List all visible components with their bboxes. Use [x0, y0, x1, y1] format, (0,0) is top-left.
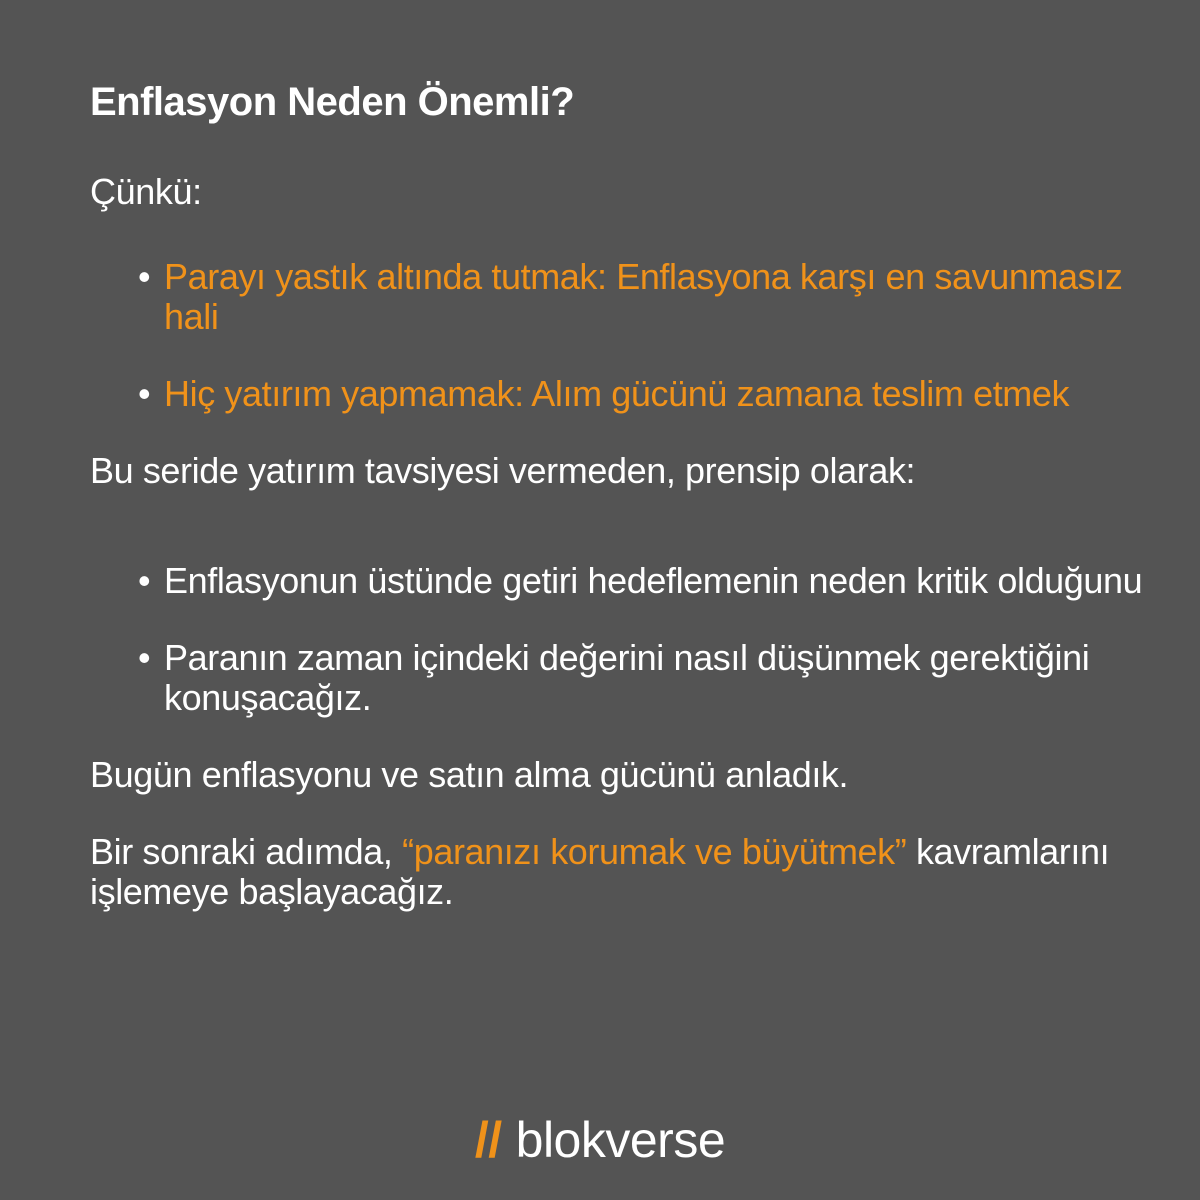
list-item-text: Parayı yastık altında tutmak: Enflasyona karşı en savunmasız hali [164, 256, 1123, 337]
list-item [138, 257, 1170, 337]
bullet-icon: • [138, 373, 151, 414]
list-item-text: Paranın zaman içindeki değerini nasıl düşünmek gerektiğini konuşacağız. [164, 637, 1090, 718]
list-item-text: Hiç yatırım yapmamak: Alım gücünü zamana teslim etmek [164, 373, 1070, 414]
intro-text: Çünkü: [90, 171, 202, 212]
today-paragraph: Bugün enflasyonu ve satın alma gücünü anladık. [90, 754, 849, 795]
list-item [138, 638, 1170, 718]
list-item [138, 561, 1170, 601]
series-paragraph: Bu seride yatırım tavsiyesi vermeden, prensip olarak: [90, 450, 916, 491]
brand-logo [0, 1110, 1200, 1170]
principles-list [90, 561, 1170, 718]
next-step-text-after: kavramlarını işlemeye başlayacağız. [90, 831, 1110, 912]
list-item-text: Enflasyonun üstünde getiri hedeflemenin neden kritik olduğunu [164, 560, 1143, 601]
list-item [138, 374, 1170, 414]
logo-slashes-icon: // [474, 1112, 502, 1168]
bullet-icon: • [138, 560, 151, 601]
brand-name: blokverse [515, 1112, 726, 1168]
reasons-list [90, 257, 1170, 414]
page-title: Enflasyon Neden Önemli? [90, 80, 575, 124]
next-step-paragraph [90, 832, 1170, 912]
next-step-highlight: “paranızı korumak ve büyütmek” [402, 831, 907, 872]
bullet-icon: • [138, 256, 151, 297]
next-step-text-before: Bir sonraki adımda, [90, 831, 403, 872]
bullet-icon: • [138, 637, 151, 678]
slide-content [90, 78, 1170, 912]
